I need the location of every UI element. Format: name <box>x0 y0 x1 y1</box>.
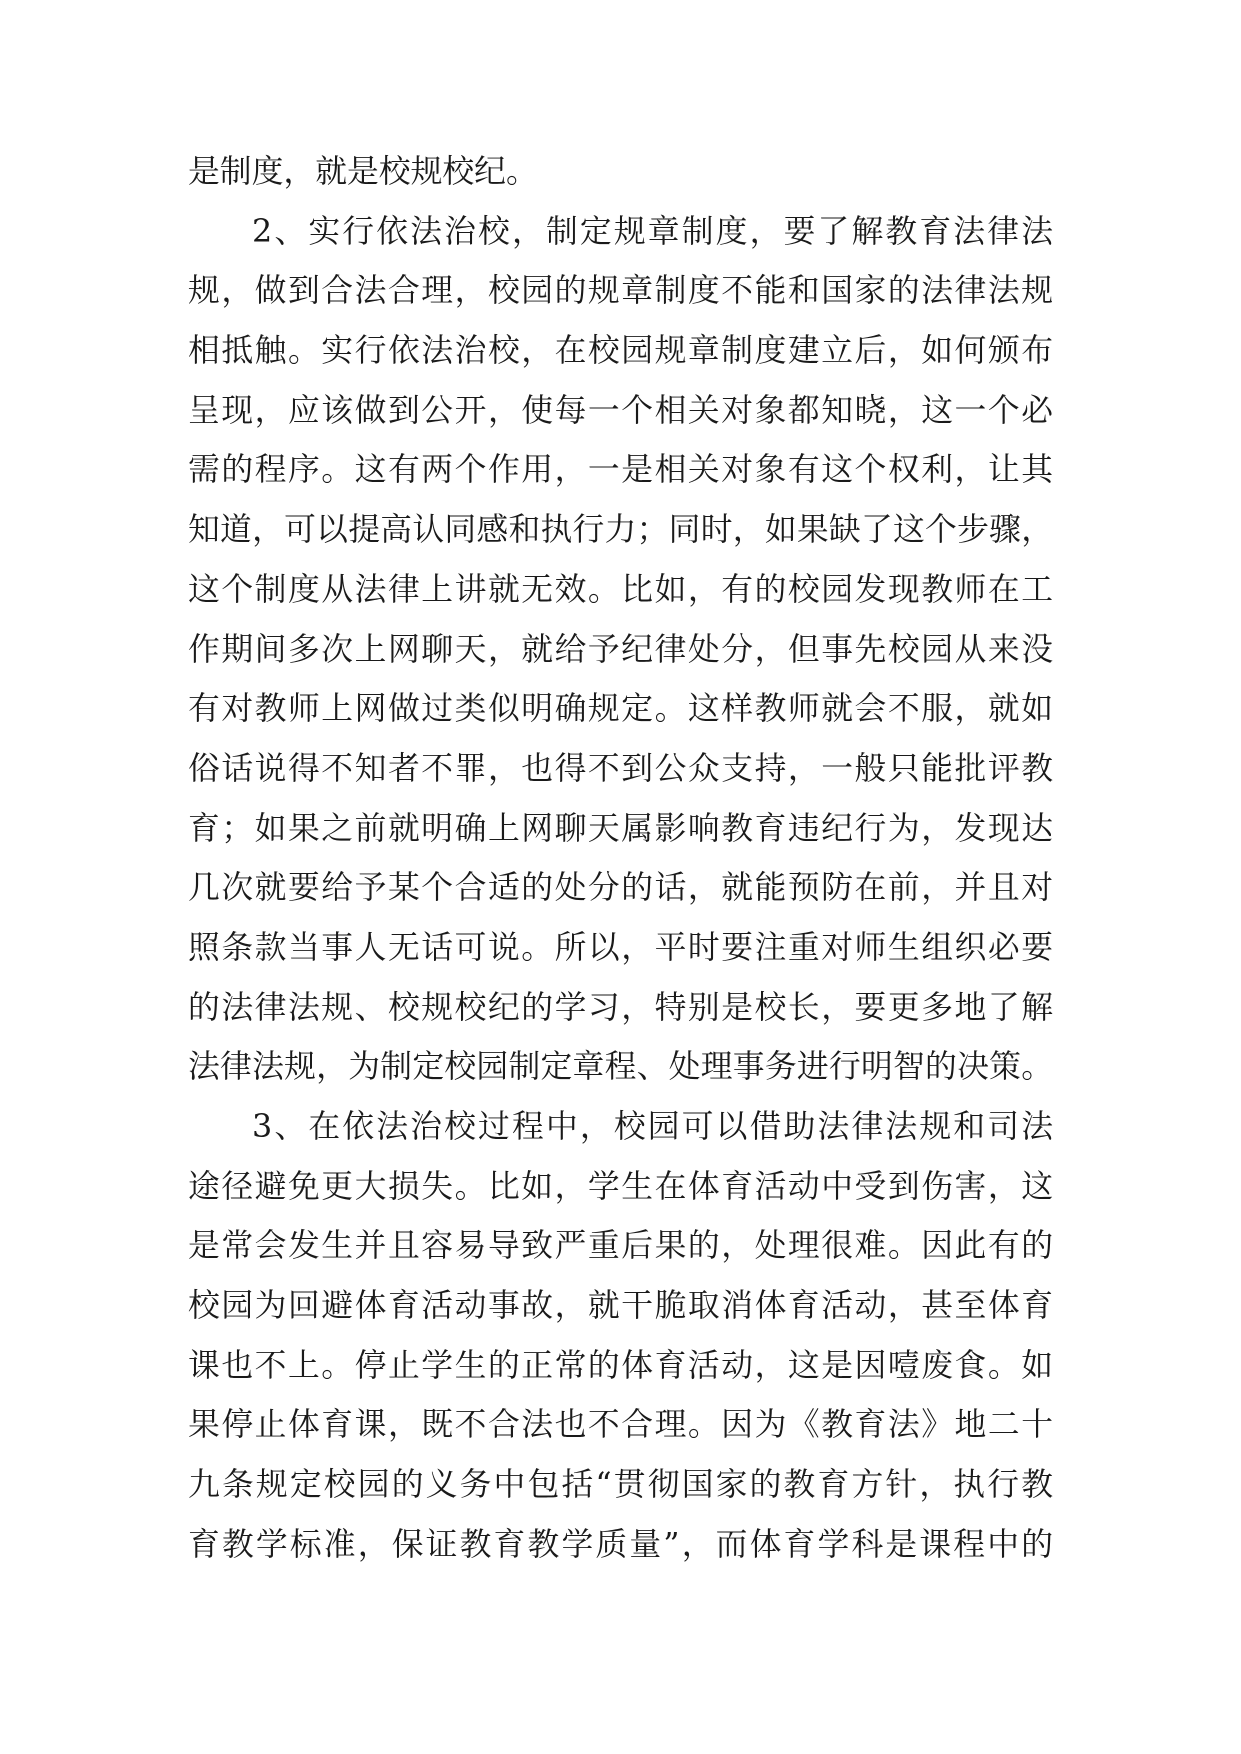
text-line: 法律法规，为制定校园制定章程、处理事务进行明智的决策。 <box>188 1048 1053 1086</box>
paragraph-first-line: 2、实行依法治校，制定规章制度，要了解教育法律法 <box>252 212 1053 250</box>
text-line: 这个制度从法律上讲就无效。比如，有的校园发现教师在工 <box>188 570 1053 608</box>
text-line: 是常会发生并且容易导致严重后果的，处理很难。因此有的 <box>188 1227 1053 1265</box>
text-line: 课也不上。停止学生的正常的体育活动，这是因噎废食。如 <box>188 1346 1053 1384</box>
text-line: 几次就要给予某个合适的处分的话，就能预防在前，并且对 <box>188 869 1053 907</box>
text-line: 是制度，就是校规校纪。 <box>188 153 538 190</box>
text-line: 俗话说得不知者不罪，也得不到公众支持，一般只能批评教 <box>188 749 1053 787</box>
text-line: 呈现，应该做到公开，使每一个相关对象都知晓，这一个必 <box>188 391 1053 429</box>
text-line: 途径避免更大损失。比如，学生在体育活动中受到伤害，这 <box>188 1167 1053 1205</box>
text-line: 知道，可以提高认同感和执行力；同时，如果缺了这个步骤， <box>188 511 1053 549</box>
text-line: 育；如果之前就明确上网聊天属影响教育违纪行为，发现达 <box>188 809 1053 847</box>
body-text <box>188 152 1053 1585</box>
text-line: 规，做到合法合理，校园的规章制度不能和国家的法律法规 <box>188 272 1053 310</box>
text-line: 校园为回避体育活动事故，就干脆取消体育活动，甚至体育 <box>188 1287 1053 1325</box>
text-line: 相抵触。实行依法治校，在校园规章制度建立后，如何颁布 <box>188 332 1053 370</box>
text-line: 的法律法规、校规校纪的学习，特别是校长，要更多地了解 <box>188 988 1053 1026</box>
paragraph-first-line: 3、在依法治校过程中，校园可以借助法律法规和司法 <box>252 1108 1053 1145</box>
text-line: 育教学标准，保证教育教学质量”，而体育学科是课程中的 <box>188 1525 1053 1563</box>
text-line: 九条规定校园的义务中包括“贯彻国家的教育方针，执行教 <box>188 1466 1053 1504</box>
text-line: 有对教师上网做过类似明确规定。这样教师就会不服，就如 <box>188 690 1053 728</box>
text-line: 需的程序。这有两个作用，一是相关对象有这个权利，让其 <box>188 451 1053 489</box>
text-line: 果停止体育课，既不合法也不合理。因为《教育法》地二十 <box>188 1406 1053 1444</box>
text-line: 照条款当事人无话可说。所以，平时要注重对师生组织必要 <box>188 928 1053 966</box>
text-line: 作期间多次上网聊天，就给予纪律处分，但事先校园从来没 <box>188 630 1053 668</box>
